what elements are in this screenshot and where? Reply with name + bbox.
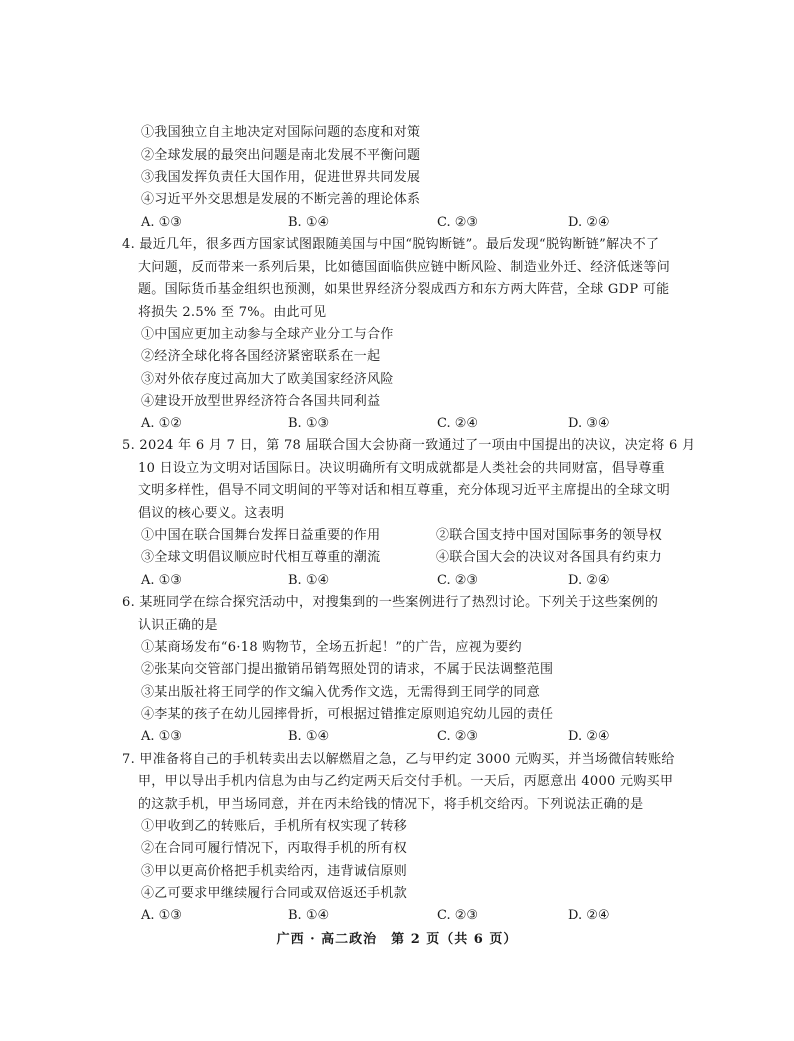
q3-answer-d: D. ②④ [568,215,610,230]
q7-option-1: ①甲收到乙的转账后，手机所有权实现了转移 [141,819,408,834]
q5-answer-b: B. ①④ [288,573,330,588]
q7-answer-b: B. ①④ [288,908,330,923]
q6-answer-b: B. ①④ [288,729,330,744]
q7-option-2: ②在合同可履行情况下，丙取得手机的所有权 [141,841,408,856]
q5-stem-line-2: 10 日设立为文明对话国际日。决议明确所有文明成就都是人类社会的共同财富，倡导尊重 [138,461,665,476]
q7-stem-line-2: 甲，甲以导出手机内信息为由与乙约定两天后交付手机。一天后，丙愿意出 4000 元购买甲 [138,774,674,789]
q7-stem-line-1: 7. 甲准备将自己的手机转卖出去以解燃眉之急，乙与甲约定 3000 元购买，并当场微信转账给 [122,752,675,767]
q4-answer-b: B. ①③ [288,416,330,431]
q7-stem-line-3: 的这款手机，甲当场同意，并在丙未给钱的情况下，将手机交给丙。下列说法正确的是 [138,797,644,812]
q3-option-2: ②全球发展的最突出问题是南北发展不平衡问题 [141,148,421,163]
page-footer: 广西 · 高二政治 第 2 页（共 6 页） [276,932,518,947]
q7-answer-d: D. ②④ [568,908,610,923]
q3-answer-b: B. ①④ [288,215,330,230]
q5-option-4: ④联合国大会的决议对各国具有约束力 [436,550,663,565]
q7-option-3: ③甲以更高价格把手机卖给丙，违背诚信原则 [141,864,408,879]
q5-option-2: ②联合国支持中国对国际事务的领导权 [436,528,663,543]
q6-answer-d: D. ②④ [568,729,610,744]
q6-option-4: ④李某的孩子在幼儿园摔骨折，可根据过错推定原则追究幼儿园的责任 [141,707,554,722]
q3-option-4: ④习近平外交思想是发展的不断完善的理论体系 [141,192,421,207]
q6-stem-line-2: 认识正确的是 [138,618,218,633]
q4-answer-a: A. ①② [141,416,182,431]
q6-stem-line-1: 6. 某班同学在综合探究活动中，对搜集到的一些案例进行了热烈讨论。下列关于这些案例的 [122,595,659,610]
q7-answer-a: A. ①③ [141,908,182,923]
q5-answer-c: C. ②③ [437,573,479,588]
q6-answer-c: C. ②③ [437,729,479,744]
q6-option-1: ①某商场发布“6·18 购物节，全场五折起！”的广告，应视为要约 [141,640,522,655]
q4-answer-c: C. ②④ [437,416,479,431]
q7-option-4: ④乙可要求甲继续履行合同或双倍返还手机款 [141,886,408,901]
q4-answer-d: D. ③④ [568,416,610,431]
q5-stem-line-4: 倡议的核心要义。这表明 [138,506,285,521]
q4-option-4: ④建设开放型世界经济符合各国共同利益 [141,394,381,409]
q5-option-3: ③全球文明倡议顺应时代相互尊重的潮流 [141,550,381,565]
q4-option-1: ①中国应更加主动参与全球产业分工与合作 [141,327,394,342]
q3-answer-a: A. ①③ [141,215,182,230]
q4-stem-line-1: 4. 最近几年，很多西方国家试图跟随美国与中国“脱钩断链”。最后发现“脱钩断链”解决不了 [122,237,660,252]
q3-option-1: ①我国独立自主地决定对国际问题的态度和对策 [141,125,421,140]
q5-stem-line-3: 文明多样性，倡导不同文明间的平等对话和相互尊重，充分体现习近平主席提出的全球文明 [138,483,671,498]
q5-answer-d: D. ②④ [568,573,610,588]
q6-answer-a: A. ①③ [141,729,182,744]
q4-option-2: ②经济全球化将各国经济紧密联系在一起 [141,349,381,364]
q4-stem-line-3: 题。国际货币基金组织也预测，如果世界经济分裂成西方和东方两大阵营，全球 GDP 可能 [138,282,670,297]
q3-answer-c: C. ②③ [437,215,479,230]
q5-answer-a: A. ①③ [141,573,182,588]
q4-stem-line-4: 将损失 2.5% 至 7%。由此可见 [138,305,327,320]
q3-option-3: ③我国发挥负责任大国作用，促进世界共同发展 [141,170,421,185]
q5-option-1: ①中国在联合国舞台发挥日益重要的作用 [141,528,381,543]
q4-stem-line-2: 大问题，反而带来一系列后果，比如德国面临供应链中断风险、制造业外迁、经济低迷等问 [138,260,671,275]
q7-answer-c: C. ②③ [437,908,479,923]
q4-option-3: ③对外依存度过高加大了欧美国家经济风险 [141,372,394,387]
q5-stem-line-1: 5. 2024 年 6 月 7 日，第 78 届联合国大会协商一致通过了一项由中国提出的决议，决定将 6 月 [122,438,696,453]
q6-option-2: ②张某向交管部门提出撤销吊销驾照处罚的请求，不属于民法调整范围 [141,662,554,677]
q6-option-3: ③某出版社将王同学的作文编入优秀作文选，无需得到王同学的同意 [141,685,541,700]
